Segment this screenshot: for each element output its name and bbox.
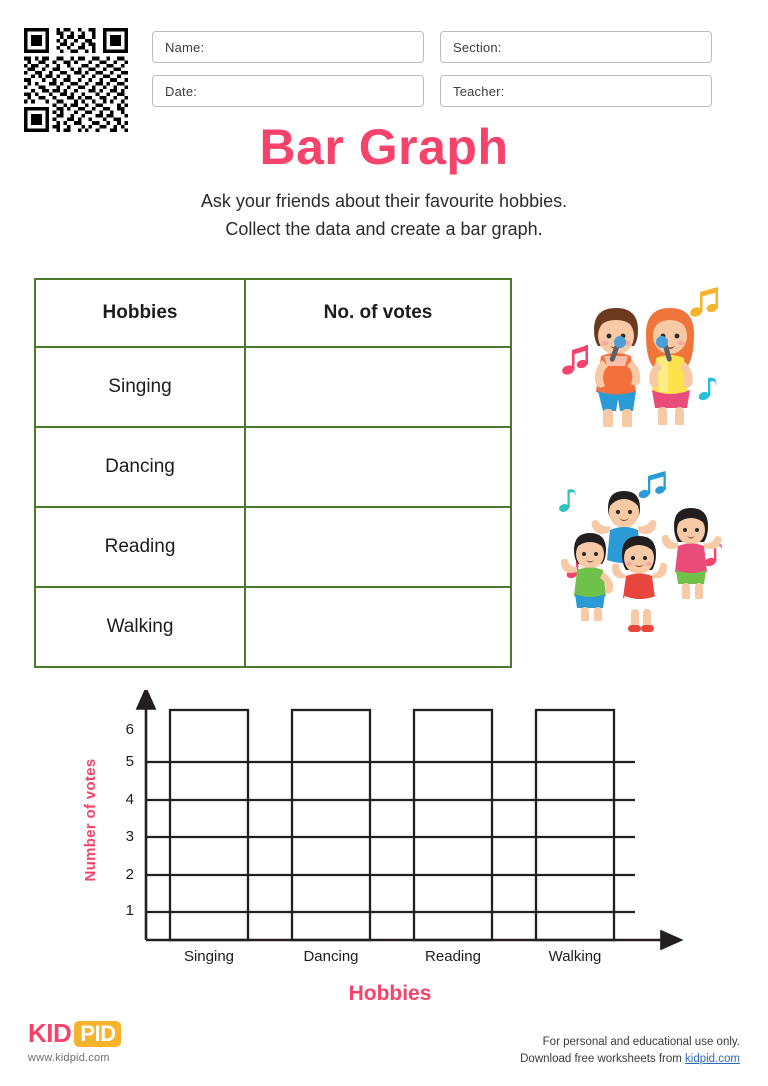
- hobbies-votes-table: [34, 278, 512, 668]
- table-cell-hobby: Reading: [35, 507, 245, 587]
- qr-code-icon: [24, 28, 128, 132]
- table-cell-votes[interactable]: [245, 587, 511, 667]
- y-axis-label: Number of votes: [82, 758, 99, 882]
- table-cell-hobby: Dancing: [35, 427, 245, 507]
- name-field[interactable]: [152, 31, 424, 63]
- section-field[interactable]: [440, 31, 712, 63]
- y-tick-1: 1: [125, 902, 134, 919]
- y-tick-6: 6: [125, 721, 134, 738]
- bar-graph-area: [82, 690, 690, 1010]
- name-field-label: Name:: [165, 39, 205, 55]
- table-row: [35, 427, 511, 507]
- kidpid-link[interactable]: kidpid.com: [685, 1053, 740, 1066]
- kids-singing-illustration: [546, 278, 736, 450]
- footer-note-prefix: Download free worksheets from: [520, 1053, 686, 1066]
- logo-kid-text: KID: [28, 1018, 72, 1048]
- worksheet-header: [0, 22, 768, 114]
- x-tick-walking: Walking: [548, 948, 602, 965]
- date-field[interactable]: [152, 75, 424, 107]
- x-axis-label: Hobbies: [348, 982, 432, 1005]
- logo-pid-text: PID: [74, 1021, 121, 1047]
- table-row: [35, 587, 511, 667]
- table-row: [35, 347, 511, 427]
- teacher-field[interactable]: [440, 75, 712, 107]
- table-cell-hobby: Walking: [35, 587, 245, 667]
- table-header-hobbies: Hobbies: [35, 279, 245, 347]
- subtitle-line-2: Collect the data and create a bar graph.: [225, 218, 543, 239]
- page-subtitle: [0, 188, 768, 244]
- footer-note: [520, 1034, 740, 1069]
- table-cell-votes[interactable]: [245, 427, 511, 507]
- table-cell-votes[interactable]: [245, 507, 511, 587]
- y-tick-5: 5: [125, 753, 134, 770]
- bar-graph-grid: [90, 690, 690, 970]
- footer-note-line-2: [520, 1051, 740, 1068]
- table-row: [35, 507, 511, 587]
- y-tick-4: 4: [125, 791, 134, 808]
- table-header-votes: No. of votes: [245, 279, 511, 347]
- y-tick-2: 2: [125, 866, 134, 883]
- x-tick-reading: Reading: [425, 948, 481, 965]
- x-tick-dancing: Dancing: [303, 948, 359, 965]
- subtitle-line-1: Ask your friends about their favourite hobbies.: [200, 191, 568, 211]
- logo-url-text: www.kidpid.com: [28, 1052, 110, 1064]
- y-tick-3: 3: [125, 828, 134, 845]
- table-header-row: [35, 279, 511, 347]
- kidpid-logo[interactable]: [28, 1018, 148, 1064]
- page-title: Bar Graph: [259, 119, 509, 175]
- x-tick-singing: Singing: [183, 948, 235, 965]
- section-field-label: Section:: [453, 39, 502, 55]
- kids-dancing-illustration: [546, 470, 736, 642]
- date-field-label: Date:: [165, 83, 198, 99]
- table-cell-votes[interactable]: [245, 347, 511, 427]
- footer-note-line-1: For personal and educational use only.: [542, 1036, 740, 1048]
- table-cell-hobby: Singing: [35, 347, 245, 427]
- teacher-field-label: Teacher:: [453, 83, 505, 99]
